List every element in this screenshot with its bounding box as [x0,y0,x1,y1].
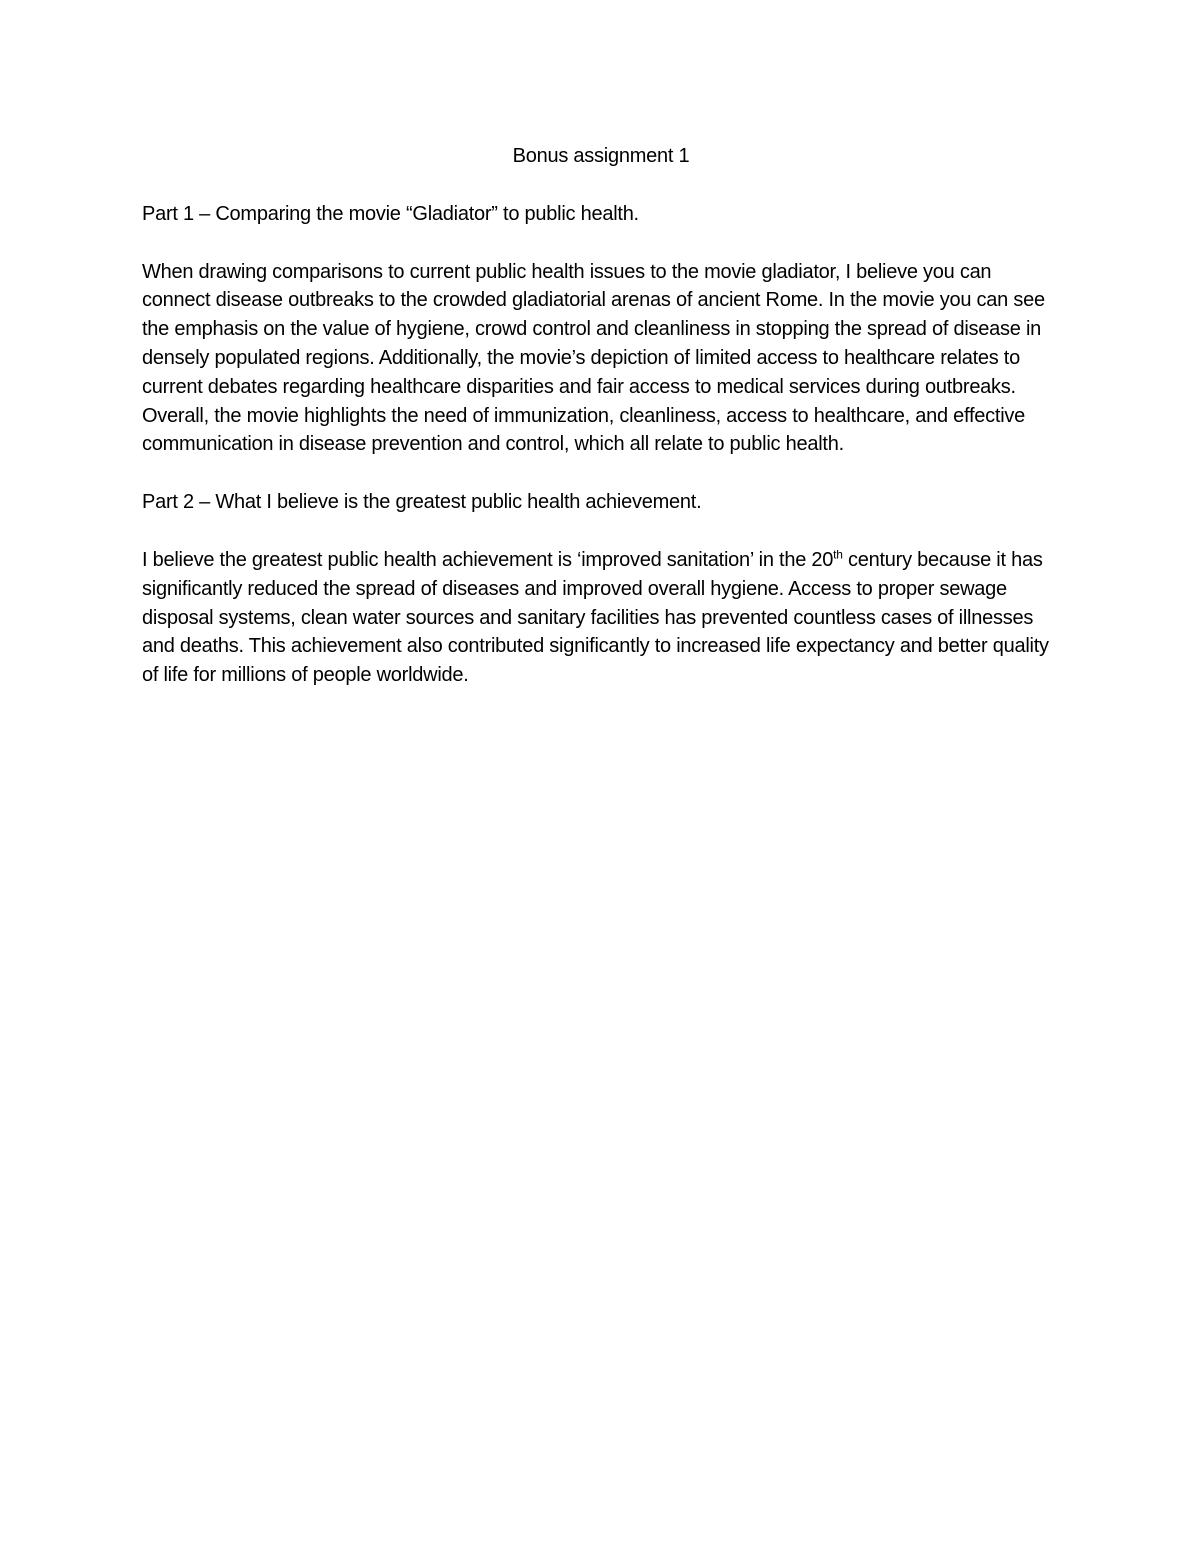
part1-body: When drawing comparisons to current public health issues to the movie gladiator, I believe you can connect disease outbreaks to the crowded gladiatorial arenas of ancient Rome. In the movie you can see the emphasis on the value of hygiene, crowd control and cleanliness in stopping the spread of disease in densely populated regions. Additionally, the movie’s depiction of limited access to healthcare relates to current debates regarding healthcare disparities and fair access to medical services during outbreaks. Overall, the movie highlights the need of immunization, cleanliness, access to healthcare, and effective communication in disease prevention and control, which all relate to public health. [142,260,1045,456]
part2-body-start: I believe the greatest public health achievement is ‘improved sanitation’ in the 20 [142,548,834,571]
document-content [142,142,1060,719]
document-title: Bonus assignment 1 [512,145,690,167]
part2-body-end: century because it has significantly reduced the spread of diseases and improved overall hygiene. Access to proper sewage disposal systems, clean water sources and sanitary facilities has prevented countless cases of illnesses and deaths. This achievement also contributed significantly to increased life expectancy and better quality of life for millions of people worldwide. [142,548,1049,687]
part1-heading: Part 1 – Comparing the movie “Gladiator” to public health. [142,202,639,225]
part2-body [142,546,1060,690]
ordinal-suffix: th [833,547,843,562]
part2-heading: Part 2 – What I believe is the greatest public health achievement. [142,491,702,514]
